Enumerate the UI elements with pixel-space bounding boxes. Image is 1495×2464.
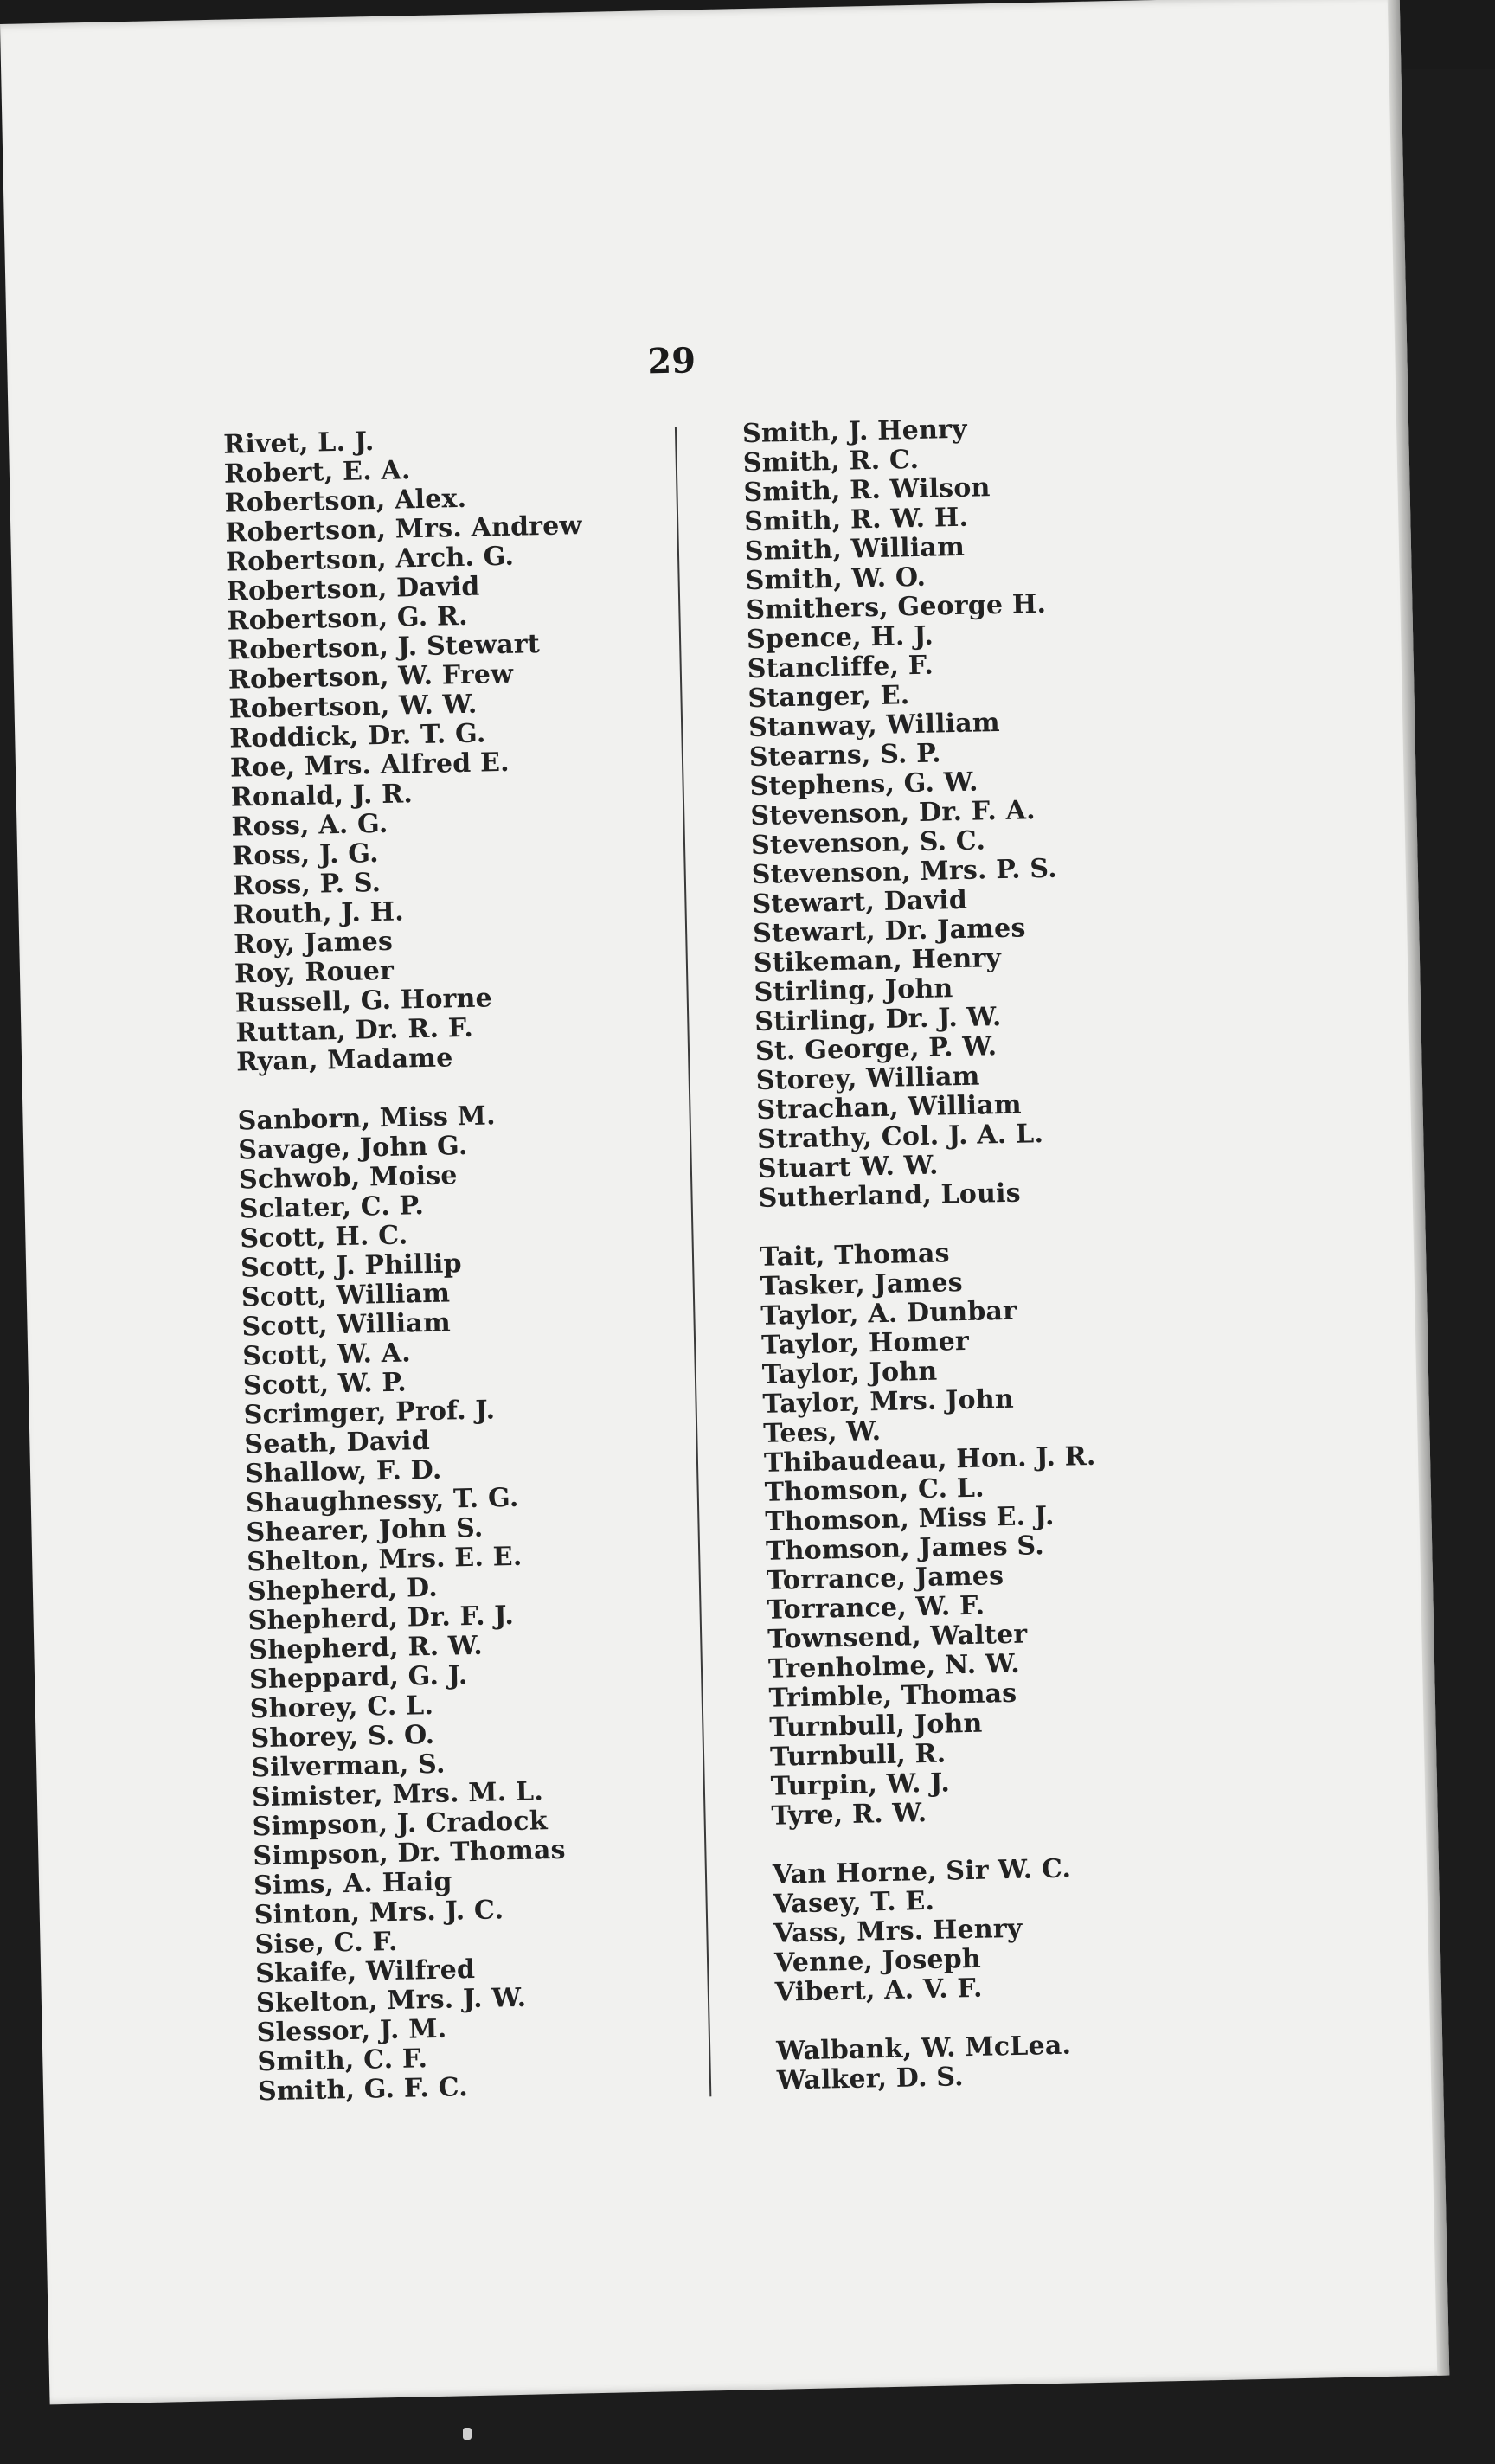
name-entry: Sanborn, Miss M. — [237, 1100, 497, 1137]
name-entry: Robertson, J. Stewart — [227, 629, 541, 666]
name-entry: Townsend, Walter — [767, 1619, 1028, 1655]
name-entry: Spence, H. J. — [746, 620, 934, 656]
name-entry: Thomson, C. L. — [764, 1473, 985, 1508]
name-entry: Thibaudeau, Hon. J. R. — [763, 1441, 1096, 1479]
name-entry: Roy, Rouer — [234, 955, 395, 990]
name-entry: Shelton, Mrs. E. E. — [246, 1541, 523, 1578]
name-entry: Ross, P. S. — [232, 868, 382, 902]
name-entry: Rivet, L. J. — [222, 427, 375, 460]
name-entry: Stephens, G. W. — [749, 767, 978, 803]
name-entry: Roe, Mrs. Alfred E. — [229, 747, 510, 784]
name-entry: Scott, H. C. — [240, 1220, 408, 1254]
name-entry: Turnbull, R. — [769, 1738, 946, 1773]
name-entry: Roy, James — [233, 926, 394, 960]
name-entry: Storey, William — [755, 1061, 980, 1096]
name-entry: Stikeman, Henry — [753, 943, 1002, 979]
name-entry: Scott, J. Phillip — [240, 1248, 463, 1284]
name-entry: Robertson, Alex. — [224, 483, 467, 519]
name-entry: Scott, William — [241, 1278, 451, 1313]
name-entry: Turnbull, John — [769, 1708, 983, 1743]
name-entry: Tyre, R. W. — [771, 1798, 927, 1832]
name-entry: Sutherland, Louis — [758, 1177, 1022, 1214]
name-entry: Simister, Mrs. M. L. — [251, 1776, 544, 1813]
name-entry: Tait, Thomas — [759, 1238, 951, 1273]
name-entry: Walker, D. S. — [776, 2062, 965, 2096]
name-entry: Van Horne, Sir W. C. — [772, 1853, 1072, 1890]
name-entry: Scrimger, Prof. J. — [243, 1395, 496, 1431]
name-entry: Schwob, Moise — [238, 1160, 458, 1196]
name-entry: Strachan, William — [756, 1089, 1023, 1126]
name-entry: Sims, A. Haig — [253, 1866, 452, 1902]
name-entry: Stanway, William — [748, 707, 1001, 744]
name-entry: Robertson, Arch. G. — [225, 541, 515, 578]
name-entry: Taylor, A. Dunbar — [760, 1295, 1017, 1331]
name-entry: Smith, R. W. H. — [743, 502, 969, 538]
name-entry: Robertson, W. W. — [228, 689, 478, 725]
name-entry: Shorey, S. O. — [250, 1719, 435, 1755]
page-number: 29 — [646, 340, 696, 382]
name-entry: Stevenson, Dr. F. A. — [749, 795, 1036, 832]
name-entry: Scott, W. A. — [241, 1338, 412, 1372]
name-entry: Ryan, Madame — [235, 1043, 453, 1078]
name-entry: Shepherd, R. W. — [248, 1630, 484, 1666]
name-entry: Shepherd, Dr. F. J. — [247, 1600, 515, 1637]
name-entry: Torrance, W. F. — [767, 1590, 985, 1626]
name-entry: Vass, Mrs. Henry — [773, 1913, 1023, 1949]
name-entry: Taylor, Mrs. John — [762, 1383, 1015, 1420]
name-entry: Thomson, James S. — [765, 1530, 1045, 1567]
name-entry: Ruttan, Dr. R. F. — [235, 1012, 474, 1049]
name-entry: Taylor, John — [761, 1356, 938, 1390]
name-entry: Shearer, John S. — [246, 1512, 484, 1549]
name-entry: Stanger, E. — [748, 680, 910, 715]
name-entry: Ross, A. G. — [231, 808, 388, 843]
name-entry: Scott, William — [241, 1307, 452, 1343]
name-entry: Trenholme, N. W. — [767, 1648, 1021, 1684]
name-entry: Russell, G. Horne — [234, 983, 493, 1019]
name-entry: Smithers, George H. — [746, 588, 1047, 626]
name-entry: Stevenson, S. C. — [750, 825, 986, 862]
name-entry: Scott, W. P. — [242, 1367, 407, 1402]
scan-mark — [463, 2428, 472, 2440]
name-entry: Vibert, A. V. F. — [774, 1973, 983, 2008]
name-entry: Stancliffe, F. — [747, 650, 934, 685]
name-entry: Shepherd, D. — [247, 1572, 439, 1607]
name-entry: Robertson, David — [226, 571, 480, 607]
name-entry: Turpin, W. J. — [770, 1768, 951, 1802]
name-entry: Smith, W. O. — [745, 561, 927, 597]
name-entry: Shallow, F. D. — [244, 1454, 442, 1490]
name-entry: Routh, J. H. — [233, 896, 405, 931]
name-entry: Venne, Joseph — [773, 1943, 982, 1979]
left-name-column — [223, 421, 690, 2107]
name-entry: Smith, J. Henry — [741, 414, 968, 450]
name-entry: Ronald, J. R. — [230, 779, 414, 813]
name-entry: Skaife, Wilfred — [254, 1954, 476, 1990]
name-entry: Shaughnessy, T. G. — [245, 1482, 519, 1519]
name-entry: Stewart, David — [752, 884, 968, 921]
name-entry: Taylor, Homer — [760, 1325, 970, 1361]
name-entry: Silverman, S. — [250, 1749, 446, 1784]
name-entry: Tasker, James — [760, 1267, 964, 1302]
name-entry: Simpson, Dr. Thomas — [253, 1834, 567, 1872]
name-entry: Simpson, J. Cradock — [252, 1806, 549, 1843]
name-entry: Slessor, J. M. — [256, 2013, 447, 2049]
name-entry: Smith, R. C. — [742, 444, 920, 479]
name-entry: Thomson, Miss E. J. — [765, 1500, 1055, 1537]
name-entry: Robert, E. A. — [223, 455, 411, 490]
name-entry: Robertson, W. Frew — [228, 658, 514, 696]
name-entry: Torrance, James — [766, 1561, 1004, 1596]
name-entry: Shorey, C. L. — [249, 1690, 434, 1725]
name-entry: Robertson, Mrs. Andrew — [225, 510, 582, 549]
name-entry: Stirling, John — [754, 973, 953, 1008]
name-entry: Stuart W. W. — [757, 1150, 939, 1184]
name-entry: Stevenson, Mrs. P. S. — [751, 853, 1058, 891]
name-entry: Sinton, Mrs. J. C. — [253, 1895, 504, 1931]
name-entry: Smith, William — [744, 531, 966, 568]
name-entry: Sclater, C. P. — [239, 1190, 425, 1225]
name-entry: Sise, C. F. — [254, 1926, 398, 1960]
name-entry: Ross, J. G. — [231, 838, 380, 872]
name-entry: Sheppard, G. J. — [248, 1660, 468, 1696]
name-entry: Robertson, G. R. — [227, 600, 469, 637]
right-name-column — [742, 410, 1227, 2095]
name-entry: Savage, John G. — [237, 1130, 468, 1166]
name-entry: Skelton, Mrs. J. W. — [255, 1982, 527, 2019]
name-entry: Tees, W. — [762, 1416, 882, 1449]
name-entry: Stewart, Dr. James — [752, 913, 1026, 950]
name-entry: Smith, G. F. C. — [257, 2072, 469, 2108]
name-entry: Strathy, Col. J. A. L. — [756, 1119, 1044, 1155]
page-edge — [1388, 0, 1450, 2376]
name-entry: Seath, David — [244, 1425, 431, 1460]
name-entry: Trimble, Thomas — [768, 1678, 1017, 1714]
name-entry: St. George, P. W. — [754, 1031, 998, 1067]
name-entry: Stearns, S. P. — [748, 738, 942, 773]
name-entry: Smith, C. F. — [257, 2044, 428, 2078]
name-entry: Walbank, W. McLea. — [775, 2030, 1072, 2067]
name-entry: Stirling, Dr. J. W. — [754, 1002, 1002, 1037]
name-entry: Vasey, T. E. — [773, 1885, 935, 1920]
name-entry: Roddick, Dr. T. G. — [228, 718, 486, 754]
name-entry: Smith, R. Wilson — [743, 472, 991, 509]
